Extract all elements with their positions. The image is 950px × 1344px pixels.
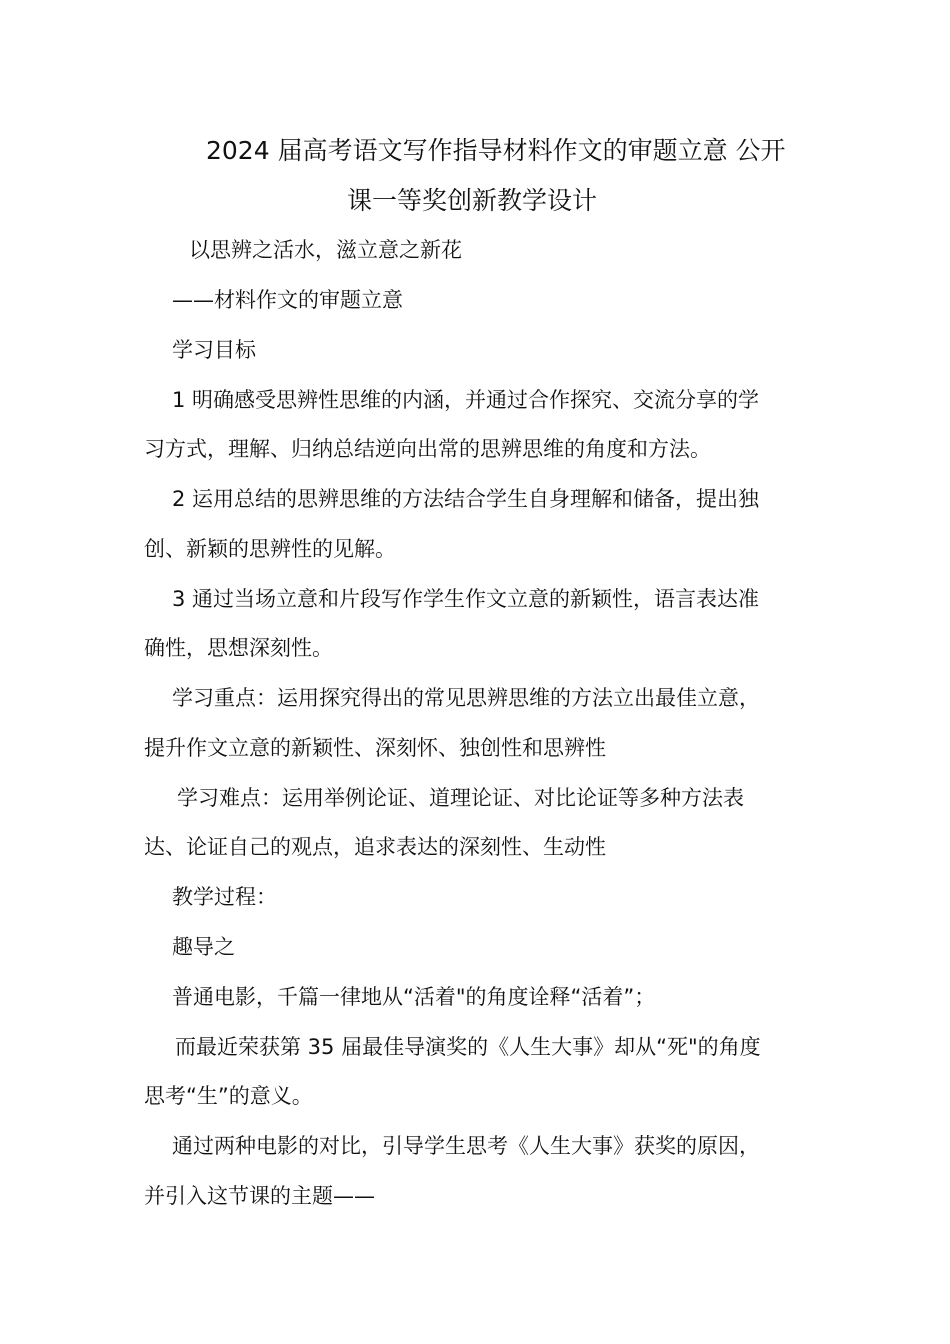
subtitle: 以思辨之活水，滋立意之新花 <box>189 238 462 262</box>
section-heading: 趣导之 <box>172 935 235 959</box>
objective-3-line-2: 确性，思想深刻性。 <box>144 636 333 660</box>
difficulty-line-1: 学习难点：运用举例论证、道理论证、对比论证等多种方法表 <box>177 786 744 810</box>
key-point-line-2: 提升作文立意的新颖性、深刻怀、独创性和思辨性 <box>144 736 606 760</box>
objective-3-line-1: 3 通过当场立意和片段写作学生作文立意的新颖性，语言表达准 <box>172 587 760 611</box>
difficulty-line-2: 达、论证自己的观点，追求表达的深刻性、生动性 <box>144 835 606 859</box>
paragraph-3-line-1: 通过两种电影的对比，引导学生思考《人生大事》获奖的原因， <box>172 1134 760 1158</box>
paragraph-2-line-2: 思考“生”的意义。 <box>144 1084 313 1108</box>
objectives-heading: 学习目标 <box>172 338 256 362</box>
paragraph-3-line-2: 并引入这节课的主题—— <box>144 1184 375 1208</box>
process-heading: 教学过程： <box>172 885 277 909</box>
objective-1-line-2: 习方式，理解、归纳总结逆向出常的思辨思维的角度和方法。 <box>144 437 711 461</box>
objective-2-line-2: 创、新颖的思辨性的见解。 <box>144 537 396 561</box>
objective-1-line-1: 1 明确感受思辨性思维的内涵，并通过合作探究、交流分享的学 <box>172 388 760 412</box>
paragraph-1: 普通电影，千篇一律地从“活着"的角度诠释“活着”； <box>172 985 656 1009</box>
objective-2-line-1: 2 运用总结的思辨思维的方法结合学生自身理解和储备，提出独 <box>172 487 760 511</box>
title-line-1: 2024 届高考语文写作指导材料作文的审题立意 公开 <box>206 136 786 165</box>
subheading: ——材料作文的审题立意 <box>172 288 403 312</box>
key-point-line-1: 学习重点：运用探究得出的常见思辨思维的方法立出最佳立意， <box>172 686 760 710</box>
title-line-2: 课一等奖创新教学设计 <box>347 186 598 215</box>
paragraph-2-line-1: 而最近荣获第 35 届最佳导演奖的《人生大事》却从“死"的角度 <box>175 1035 761 1059</box>
